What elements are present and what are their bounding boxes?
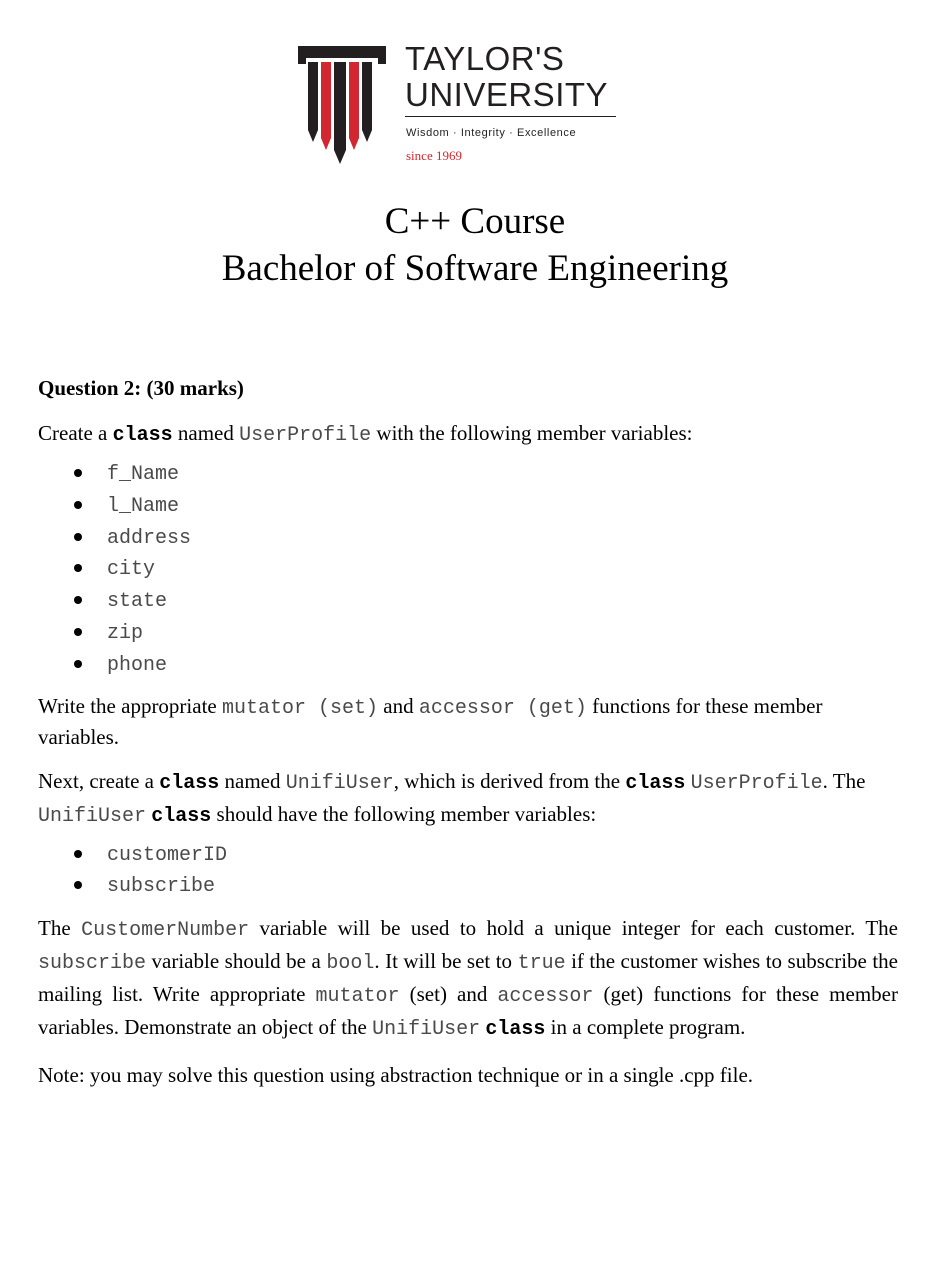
- list-item: state: [38, 584, 898, 616]
- question-paragraph-4: The CustomerNumber variable will be used to hold a unique integer for each customer. The subscribe variable should be a bool. It will be set to true if the customer wishes to subscribe the mailing list. Write appropriate mutator (set) and accessor (get) functions for these member variables. Demonstrate an object of the UnifiUser class in a complete program.: [38, 916, 899, 1042]
- question-heading: Question 2: (30 marks): [38, 376, 244, 400]
- program-title: Bachelor of Software Engineering: [221, 248, 729, 289]
- question-content: [38, 373, 898, 1090]
- code-identifier: UserProfile: [239, 424, 372, 447]
- list-item: address: [38, 521, 898, 553]
- logo-name-line2: UNIVERSITY: [405, 76, 609, 113]
- university-crest-icon: [294, 42, 390, 166]
- logo-since: since 1969: [406, 148, 462, 163]
- logo-divider: [405, 116, 616, 117]
- list-item: customerID: [38, 838, 898, 870]
- member-variable-list-1: [38, 457, 898, 680]
- question-paragraph-3: Next, create a class named UnifiUser, which is derived from the class UserProfile. The UnifiUser class should have the following member variables:: [38, 768, 866, 828]
- member-variable-list-2: [38, 838, 898, 902]
- list-item: l_Name: [38, 489, 898, 521]
- list-item: phone: [38, 648, 898, 680]
- list-item: f_Name: [38, 457, 898, 489]
- question-note: Note: you may solve this question using abstraction technique or in a single .cpp file.: [38, 1063, 754, 1088]
- logo-name-line1: TAYLOR'S: [405, 40, 565, 77]
- list-item: city: [38, 552, 898, 584]
- code-keyword: class: [112, 424, 173, 447]
- course-title: C++ Course: [384, 201, 566, 242]
- logo-motto: Wisdom · Integrity · Excellence: [406, 127, 577, 139]
- list-item: zip: [38, 616, 898, 648]
- question-paragraph-2: Write the appropriate mutator (set) and accessor (get) functions for these member variables.: [38, 693, 823, 749]
- list-item: subscribe: [38, 869, 898, 901]
- university-logo: [294, 42, 624, 170]
- question-paragraph-1: Create a class named UserProfile with the following member variables:: [38, 421, 693, 447]
